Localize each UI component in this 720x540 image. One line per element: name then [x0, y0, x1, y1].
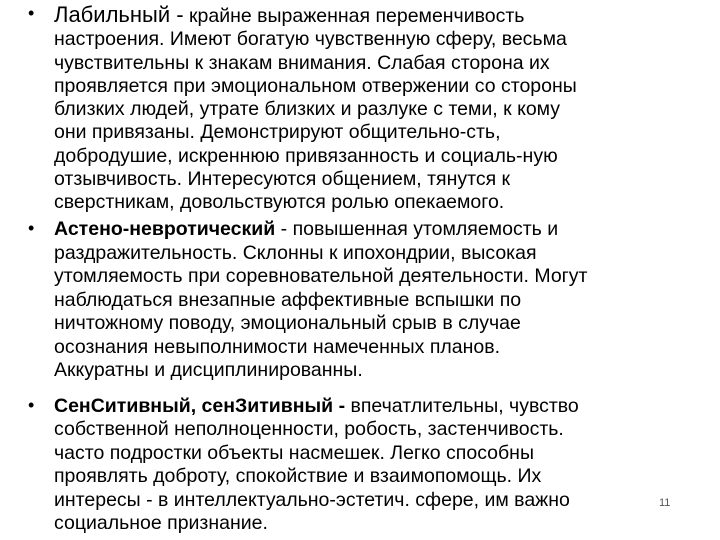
term-label: Астено-невротический [54, 218, 276, 240]
term-label: Лабильный - [54, 2, 184, 27]
bullet-text [54, 218, 712, 383]
bullet-icon: • [28, 3, 35, 23]
term-description: крайне выраженная переменчивость настроения. Имеют богатую чувственную сферу, весьма чувствительны к знакам внимания. Слабая сторона их проявляется при эмоциональном отвержении со стороны близких людей, утрате близких и разлуке с теми, к кому они привязаны. Демонстрируют общительно-сть, добродушие, искреннюю привязанность и социаль-ную отзывчивость. Интересуются общением, тянутся к сверстникам, довольствуются ролью опекаемого. [54, 5, 577, 214]
page-number: 11 [659, 497, 671, 509]
bullet-icon: • [28, 218, 35, 238]
bullet-text [54, 395, 712, 535]
bullet-text [54, 3, 712, 215]
term-description: - повышенная утомляемость и раздражительность. Склонны к ипохондрии, высокая утомляемость при соревновательной деятельности. Могут наблюдаться внезапные аффективные вспышки по ничтожному поводу, эмоциональный срыв в случае осознания невыполнимости намеченных планов. Аккуратны и дисциплинированны. [54, 218, 588, 381]
bullet-item-astheno-neurotic [28, 218, 712, 383]
bullet-item-sensitive [28, 395, 712, 535]
term-description: впечатлительны, чувство собственной неполноценности, робость, застенчивость. часто подростки объекты насмешек. Легко способны проявлять доброту, спокойствие и взаимопомощь. Их интересы - в интеллектуально-эстетич. сфере, им важно социальное признание. [54, 395, 579, 535]
term-label: СенСитивный, сенЗитивный - [54, 395, 346, 417]
bullet-icon: • [28, 395, 35, 415]
bullet-item-labile [28, 3, 712, 215]
